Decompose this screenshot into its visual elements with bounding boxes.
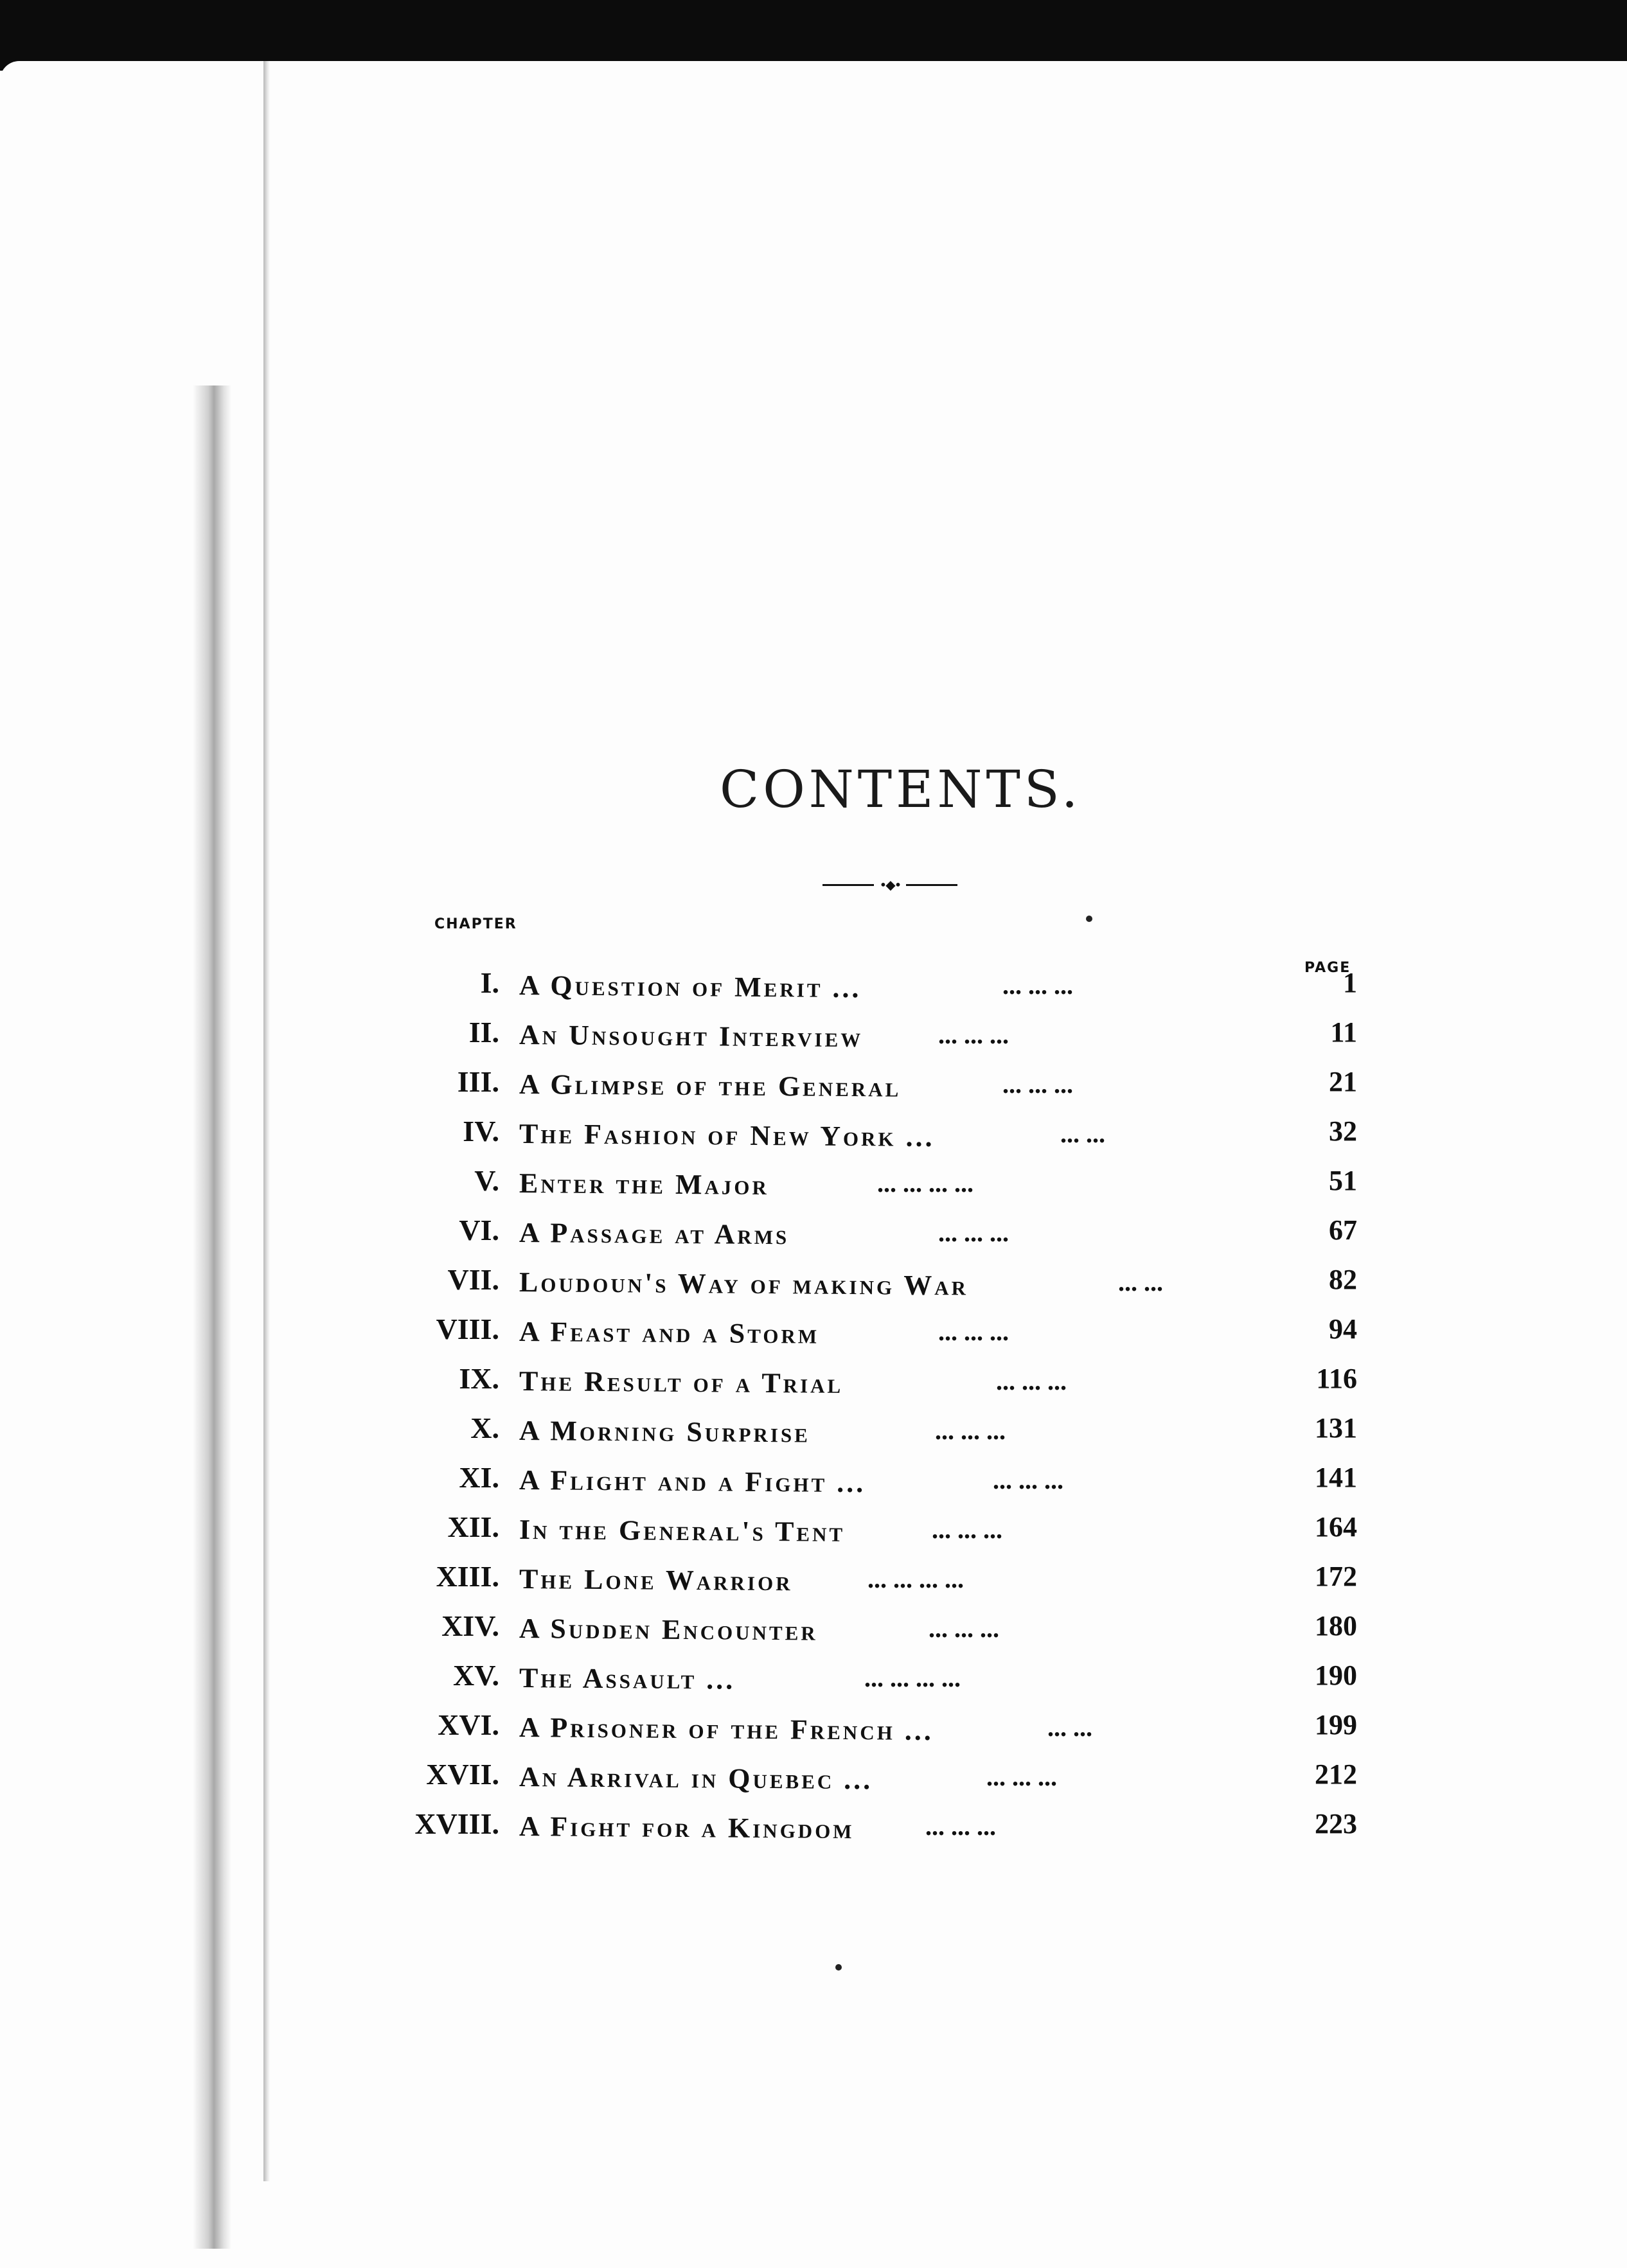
dot-leader: ... ... — [1047, 1713, 1092, 1742]
page-number: 131 — [1315, 1412, 1357, 1444]
chapter-number: VIII. — [436, 1313, 499, 1345]
dot-leader: ... ... ... — [929, 1614, 999, 1643]
chapter-number: XII. — [447, 1511, 499, 1543]
page-number: 172 — [1315, 1561, 1357, 1592]
dot-leader: ... ... ... — [993, 1466, 1063, 1494]
toc-entry — [0, 1162, 1627, 1200]
chapter-number: V. — [474, 1164, 499, 1197]
page-column-label: PAGE — [1304, 960, 1351, 976]
toc-entry — [0, 1310, 1627, 1349]
chapter-title: The Fashion of New York ... — [519, 1118, 935, 1153]
scan-top-border — [0, 0, 1627, 71]
chapter-number: I. — [480, 966, 499, 999]
chapter-number: XIII. — [436, 1560, 499, 1593]
chapter-title: An Unsought Interview — [519, 1019, 864, 1054]
page-number: 67 — [1329, 1214, 1357, 1246]
chapter-title: The Lone Warrior — [519, 1563, 793, 1597]
page-number: 164 — [1315, 1511, 1357, 1543]
chapter-number: XVIII. — [414, 1807, 499, 1840]
page-number: 223 — [1315, 1808, 1357, 1839]
chapter-number: XIV. — [441, 1609, 499, 1642]
dot-leader: ... ... — [1060, 1119, 1105, 1148]
chapter-number: XI. — [459, 1461, 499, 1494]
toc-entry — [0, 1607, 1627, 1645]
chapter-title: A Prisoner of the French ... — [519, 1712, 934, 1747]
ornament-center: •◆• — [879, 877, 901, 892]
toc-entry — [0, 1458, 1627, 1497]
ornament-rule-left — [822, 884, 874, 886]
chapter-number: IX. — [459, 1362, 499, 1395]
page-number: 190 — [1315, 1660, 1357, 1691]
chapter-title: A Sudden Encounter — [519, 1613, 818, 1647]
toc-entry — [0, 1063, 1627, 1101]
chapter-title: Enter the Major — [519, 1167, 770, 1201]
dot-leader: ... ... ... — [938, 1218, 1009, 1247]
dot-leader: ... ... ... — [996, 1367, 1067, 1395]
ornament-rule-right — [906, 884, 957, 886]
dot-leader: ... ... ... — [925, 1812, 996, 1841]
dot-leader: ... ... ... ... — [877, 1169, 974, 1198]
toc-entry — [0, 1557, 1627, 1596]
page-number: 116 — [1316, 1363, 1357, 1394]
chapter-title: A Question of Merit ... — [519, 970, 862, 1004]
page-title: CONTENTS. — [720, 759, 1082, 819]
dot-leader: ... ... ... — [935, 1416, 1006, 1445]
dot-leader: ... ... — [1118, 1268, 1163, 1297]
chapter-number: II. — [468, 1016, 499, 1049]
toc-entry — [0, 1656, 1627, 1695]
toc-entry — [0, 964, 1627, 1002]
dot-leader: ... ... ... — [932, 1515, 1002, 1544]
dot-leader: ... ... ... — [938, 1317, 1009, 1346]
page-number: 199 — [1315, 1709, 1357, 1741]
dot-leader: ... ... ... ... — [864, 1663, 961, 1692]
chapter-number: VI. — [459, 1214, 499, 1246]
chapter-title: A Feast and a Storm — [519, 1316, 820, 1350]
chapter-number: VII. — [447, 1263, 499, 1296]
chapter-number: X. — [470, 1412, 499, 1444]
title-ornament — [822, 877, 957, 892]
toc-entry — [0, 1805, 1627, 1843]
toc-entry — [0, 1755, 1627, 1794]
chapter-title: In the General's Tent — [519, 1514, 846, 1548]
toc-entry — [0, 1360, 1627, 1398]
page-number: 82 — [1329, 1264, 1357, 1295]
chapter-number: XV. — [452, 1659, 499, 1692]
page-number: 21 — [1329, 1066, 1357, 1097]
chapter-title: A Morning Surprise — [519, 1415, 811, 1449]
chapter-title: The Result of a Trial — [519, 1365, 844, 1399]
page-number: 141 — [1315, 1462, 1357, 1493]
dot-leader: ... ... ... — [938, 1020, 1009, 1049]
toc-entry — [0, 1211, 1627, 1250]
chapter-title: The Assault ... — [519, 1662, 736, 1696]
chapter-title: A Flight and a Fight ... — [519, 1464, 866, 1499]
chapter-number: XVII. — [426, 1758, 499, 1791]
page-number: 180 — [1315, 1610, 1357, 1642]
toc-entry — [0, 1013, 1627, 1052]
dot-leader: ... ... ... — [1002, 1070, 1073, 1099]
page-number: 94 — [1329, 1313, 1357, 1345]
dot-leader: ... ... ... ... — [867, 1564, 964, 1593]
chapter-title: A Glimpse of the General — [519, 1068, 902, 1103]
toc-entry — [0, 1706, 1627, 1747]
chapter-title: An Arrival in Quebec ... — [519, 1761, 873, 1796]
toc-entry — [0, 1409, 1627, 1448]
page-number: 11 — [1330, 1016, 1357, 1048]
toc-entry — [0, 1261, 1627, 1302]
chapter-title: A Passage at Arms — [519, 1217, 790, 1251]
scan-speck — [1086, 916, 1092, 922]
page-number: 212 — [1315, 1759, 1357, 1790]
chapter-number: III. — [457, 1065, 499, 1098]
chapter-number: IV. — [463, 1115, 499, 1147]
chapter-title: A Fight for a Kingdom — [519, 1811, 855, 1845]
chapter-number: XVI. — [438, 1708, 499, 1741]
scan-speck — [835, 1964, 842, 1971]
chapter-column-label: CHAPTER — [434, 916, 517, 932]
toc-entry — [0, 1508, 1627, 1546]
dot-leader: ... ... ... — [1002, 971, 1073, 1000]
page-number: 1 — [1343, 967, 1357, 998]
page-number: 32 — [1329, 1115, 1357, 1147]
chapter-title: Loudoun's Way of making War — [519, 1266, 969, 1302]
dot-leader: ... ... ... — [986, 1762, 1057, 1791]
page-number: 51 — [1329, 1165, 1357, 1196]
toc-entry — [0, 1112, 1627, 1151]
